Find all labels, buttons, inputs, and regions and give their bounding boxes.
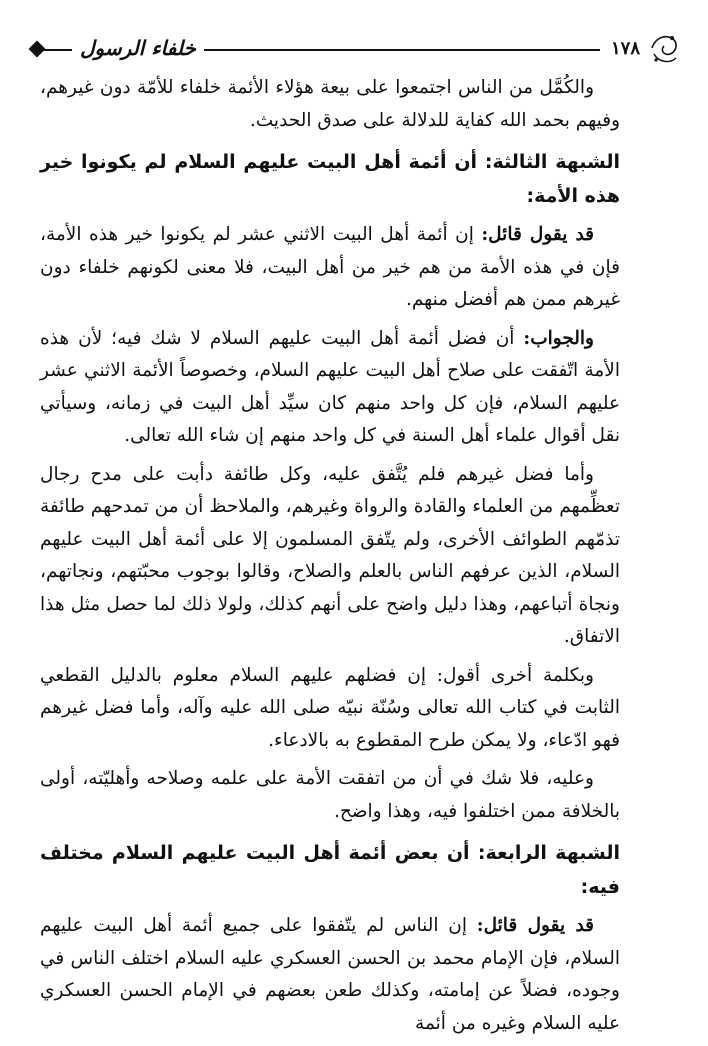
paragraph-text: وبكلمة أخرى أقول: إن فضلهم عليهم السلام معلوم بالدليل القطعي الثابت في كتاب الله تعالى وسُنّة نبيّه صلى الله عليه وآله، وأما فضل غيرهم فهو ادّعاء، ولا يمكن طرح المقطوع به بالادعاء. <box>40 664 620 751</box>
paragraph-text: وأما فضل غيرهم فلم يُتَّفق عليه، وكل طائفة دأبت على مدح رجال تعظِّمهم من العلماء والقادة والرواة وغيرهم، والملاحظ أن من تمدحهم طائفة تذمّهم الطوائف الأخرى، ولم يتّفق المسلمون إلا على أئمة أهل البيت عليهم السلام، الذين عرفهم الناس بالعلم والصلاح، وقالوا بوجوب محبّتهم، ونجاتهم، ونجاة أتباعهم، وهذا دليل واضح على أنهم كذلك، ولولا ذلك لما حصل مثل هذا الاتفاق. <box>40 463 620 647</box>
paragraph <box>40 323 620 453</box>
page-body <box>40 72 620 1046</box>
paragraph-text: إن الناس لم يتّفقوا على جميع أئمة أهل البيت عليهم السلام، فإن الإمام محمد بن الحسن العسكري عليه السلام اختلف الناس في وجوده، فضلاً عن إمامته، وكذلك طعن بعضهم في الإمام الحسن العسكري عليه السلام وغيره من أئمة <box>40 915 620 1034</box>
floral-ornament-icon <box>648 30 680 66</box>
paragraph-lead: قد يقول قائل: <box>481 224 594 245</box>
page-header <box>28 28 680 68</box>
paragraph <box>40 910 620 1040</box>
paragraph <box>40 660 620 758</box>
paragraph <box>40 219 620 317</box>
paragraph <box>40 763 620 828</box>
section-heading: الشبهة الرابعة: أن بعض أئمة أهل البيت عليهم السلام مختلف فيه: <box>40 842 620 898</box>
paragraph-text: والكُمَّل من الناس اجتمعوا على بيعة هؤلاء الأئمة خلفاء للأمّة دون غيرهم، وفيهم بحمد الله كفاية للدلالة على صدق الحديث. <box>40 77 620 131</box>
paragraph-lead: قد يقول قائل: <box>476 915 594 936</box>
paragraph-text: أن فضل أئمة أهل البيت عليهم السلام لا شك فيه؛ لأن هذه الأمة اتّفقت على صلاح أهل البيت عليهم السلام، وخصوصاً الأئمة الاثني عشر عليهم السلام، فإن كل واحد منهم كان سيِّد أهل البيت في زمانه، وسيأتي نقل أقوال علماء أهل السنة في كل واحد منهم إن شاء الله تعالى. <box>40 327 620 446</box>
paragraph <box>40 459 620 654</box>
paragraph-text: وعليه، فلا شك في أن من اتفقت الأمة على علمه وصلاحه وأهليّته، أولى بالخلافة ممن اختلفوا فيه، وهذا واضح. <box>40 768 620 822</box>
diamond-ornament-icon <box>29 41 46 58</box>
section-heading: الشبهة الثالثة: أن أئمة أهل البيت عليهم السلام لم يكونوا خير هذه الأمة: <box>40 151 620 207</box>
book-title: خلفاء الرسول <box>72 34 204 62</box>
paragraph-lead: والجواب: <box>523 327 594 349</box>
page-number: ١٧٨ <box>605 35 646 63</box>
paragraph <box>40 72 620 137</box>
paragraph-text: إن أئمة أهل البيت الاثني عشر لم يكونوا خير هذه الأمة، فإن في هذه الأمة من هم خير من أهل البيت، فلا معنى لكونهم خلفاء دون غيرهم ممن هم أفضل منهم. <box>40 224 620 310</box>
